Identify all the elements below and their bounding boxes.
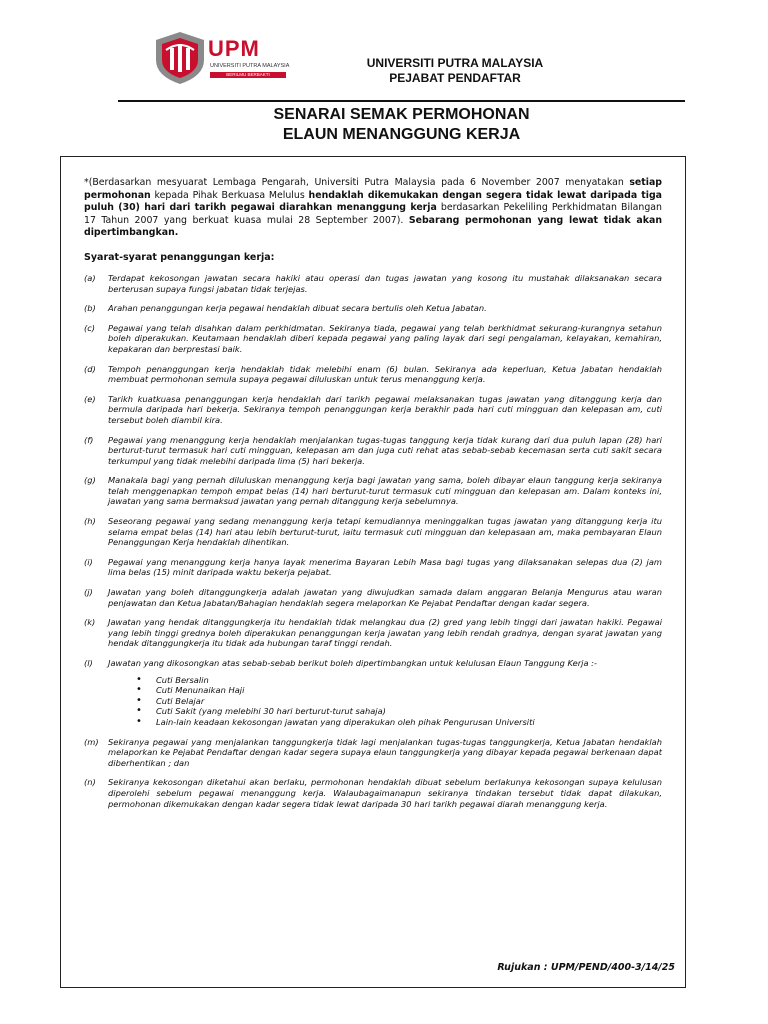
condition-label: (m)	[84, 736, 99, 747]
condition-item	[84, 777, 662, 809]
condition-label: (d)	[84, 363, 96, 374]
vacancy-reason-item: • Lain-lain keadaan kekosongan jawatan yang diperakukan oleh pihak Pengurusan Universiti	[136, 717, 662, 728]
condition-text: Jawatan yang hendak ditanggungkerja itu hendaklah tidak melangkau dua (2) gred yang lebih tinggi dari jawatan hakiki. Pegawai yang lebih tinggi grednya boleh diperakukan penanggungan kerja jawatan yang lebih rendah gradnya, dengan syarat jawatan yang hendak ditanggungkerja itu tidak ada hubungan taraf tinggi rendah.	[108, 617, 662, 649]
conditions-heading: Syarat-syarat penanggungan kerja:	[84, 251, 275, 263]
intro-paragraph	[84, 177, 662, 240]
condition-text: Jawatan yang dikosongkan atas sebab-sebab berikut boleh dipertimbangkan untuk kelulusan Elaun Tanggung Kerja :-	[108, 658, 597, 668]
header-office: PEJABAT PENDAFTAR	[389, 71, 521, 85]
intro-text-3: berdasarkan Pekeliling Perkhidmatan Bilangan 17 Tahun 2007 yang berkuat kuasa mulai 28 September 2007).	[84, 202, 662, 226]
condition-item	[84, 658, 662, 669]
upm-emblem-icon	[152, 30, 208, 86]
condition-item	[84, 587, 662, 608]
condition-item	[84, 737, 662, 769]
vacancy-reasons-list	[84, 675, 662, 728]
condition-text: Arahan penanggungan kerja pegawai hendaklah dibuat secara bertulis oleh Ketua Jabatan.	[108, 303, 487, 314]
condition-item	[84, 303, 662, 314]
vacancy-reason-item: • Cuti Sakit (yang melebihi 30 hari berturut-turut sahaja)	[136, 706, 662, 717]
condition-item	[84, 394, 662, 426]
condition-label: (b)	[84, 303, 96, 314]
condition-text: Seseorang pegawai yang sedang menanggung kerja tetapi kemudiannya meninggalkan tugas jawatan yang ditanggung kerja itu selama empat belas (14) hari atau lebih berturut-turut, iaitu termasuk cuti mingguan dan kelepasaan am, maka pembayaran Elaun Penanggungan Kerja hendaklah dihentikan.	[108, 516, 662, 548]
upm-logo	[152, 30, 292, 88]
checklist-content	[84, 177, 662, 809]
condition-label: (l)	[84, 658, 93, 668]
condition-item	[84, 617, 662, 649]
condition-item	[84, 475, 662, 507]
condition-item	[84, 557, 662, 578]
condition-text: Sekiranya kekosongan diketahui akan berlaku, permohonan hendaklah dibuat sebelum berlakunya kekosongan supaya kelulusan diperolehi sebelum pegawai menanggung kerja. Walaubagaimanapun sekiranya tindakan tersebut tidak dapat dilakukan, permohonan dikemukakan dengan kadar segera tidak lewat daripada 30 hari tarikh pegawai diarah menanggung kerja.	[108, 777, 662, 809]
condition-text: Tarikh kuatkuasa penanggungan kerja hendaklah dari tarikh pegawai melaksanakan tugas jawatan yang ditanggung kerja dan bermula daripada hari bekerja. Sekiranya tempoh penanggungan kerja berakhir pada hari cuti mingguan dan kelepasan am, cuti tersebut boleh diambil kira.	[108, 393, 662, 425]
condition-label: (k)	[84, 617, 96, 628]
condition-label: (i)	[84, 556, 93, 567]
intro-bold-1: setiap permohonan	[84, 177, 662, 201]
condition-item	[84, 364, 662, 385]
condition-text: Pegawai yang menanggung kerja hanya layak menerima Bayaran Lebih Masa bagi tugas yang dilaksanakan selepas dua (2) jam lima belas (15) minit daripada waktu bekerja pejabat.	[108, 556, 662, 578]
intro-bold-2: hendaklah dikemukakan dengan segera tidak lewat daripada tiga puluh (30) hari dari tarikh pegawai diarahkan menanggung kerja	[84, 189, 662, 214]
intro-bold-3: Sebarang permohonan yang lewat tidak akan dipertimbangkan.	[84, 214, 662, 239]
condition-label: (n)	[84, 777, 96, 788]
condition-label: (a)	[84, 272, 96, 283]
conditions-list	[84, 273, 662, 669]
intro-text-2: kepada Pihak Berkuasa Melulus	[150, 189, 309, 201]
condition-text: Tempoh penanggungan kerja hendaklah tidak melebihi enam (6) bulan. Sekiranya ada keperluan, Ketua Jabatan hendaklah membuat permohonan semula supaya pegawai diluluskan untuk terus menanggung kerja.	[108, 363, 662, 385]
condition-label: (j)	[84, 587, 93, 598]
condition-item	[84, 273, 662, 294]
reference-number: Rujukan : UPM/PEND/400-3/14/25	[497, 962, 675, 973]
vacancy-reason-item: • Cuti Menunaikan Haji	[136, 685, 662, 696]
intro-text-1: *(Berdasarkan mesyuarat Lembaga Pengarah, Universiti Putra Malaysia pada 6 November 2007 menyatakan	[84, 177, 630, 188]
condition-label: (g)	[84, 475, 96, 486]
vacancy-reason-item: • Cuti Bersalin	[136, 675, 662, 686]
condition-text: Terdapat kekosongan jawatan secara hakiki atau operasi dan tugas jawatan yang kosong itu mustahak dilaksanakan secara berterusan supaya fungsi jabatan tidak terjejas.	[108, 272, 662, 294]
condition-item	[84, 435, 662, 467]
document-title-line1: SENARAI SEMAK PERMOHONAN	[273, 106, 530, 123]
condition-text: Pegawai yang telah disahkan dalam perkhidmatan. Sekiranya tiada, pegawai yang telah berkhidmat sekurang-kurangnya setahun boleh diperakukan. Keutamaan hendaklah diberi kepada pegawai yang paling layak dari segi pengalaman, kelayakan, kemahiran, kepakaran dan berprestasi baik.	[108, 322, 662, 354]
condition-text: Jawatan yang boleh ditanggungkerja adalah jawatan yang diwujudkan samada dalam anggaran Belanja Mengurus atau waran penjawatan dan Ketua Jabatan/Bahagian hendaklah segera melaporkan Ke Pejabat Pendaftar dengan kadar segera.	[108, 587, 662, 608]
header-university: UNIVERSITI PUTRA MALAYSIA	[366, 56, 544, 70]
condition-label: (e)	[84, 393, 96, 404]
document-title-line2: ELAUN MENANGGUNG KERJA	[282, 126, 521, 143]
condition-text: Sekiranya pegawai yang menjalankan tanggungkerja tidak lagi menjalankan tugas-tugas tanggungkerja, Ketua Jabatan hendaklah melaporkan ke Pejabat Pendaftar dengan kadar segera supaya elaun tanggungkerja yang dibayar kepada pegawai berkenaan dapat diberhentikan ; dan	[108, 736, 662, 768]
condition-text: Pegawai yang menanggung kerja hendaklah menjalankan tugas-tugas tanggung kerja tidak kurang dari dua puluh lapan (28) hari berturut-turut termasuk hari cuti mingguan, kelepasan am dan juga cuti rehat atas sebab-sebab kecemasan serta cuti sakit secara terkumpul yang tidak melebihi daripada lima (5) hari bekerja.	[108, 434, 662, 466]
condition-label: (h)	[84, 516, 96, 527]
vacancy-reason-item: • Cuti Belajar	[136, 696, 662, 707]
condition-item	[84, 516, 662, 548]
condition-item	[84, 323, 662, 355]
condition-label: (f)	[84, 434, 94, 445]
logo-university-name: UNIVERSITI PUTRA MALAYSIA	[210, 63, 290, 69]
logo-text: UPM	[208, 36, 260, 61]
condition-text: Manakala bagi yang pernah diluluskan menanggung kerja bagi jawatan yang sama, boleh dibayar elaun tanggung kerja sekiranya telah menggenapkan tempoh empat belas (14) hari berturut-turut termasuk cuti mingguan dan kelepasan am. Dalam konteks ini, jawatan yang sama bermaksud jawatan yang pernah ditanggung kerja sebelumnya.	[108, 475, 662, 507]
logo-motto: BERILMU BERBAKTI	[210, 72, 286, 78]
header-rule	[118, 100, 685, 102]
condition-label: (c)	[84, 322, 96, 333]
conditions-list-continued	[84, 737, 662, 810]
